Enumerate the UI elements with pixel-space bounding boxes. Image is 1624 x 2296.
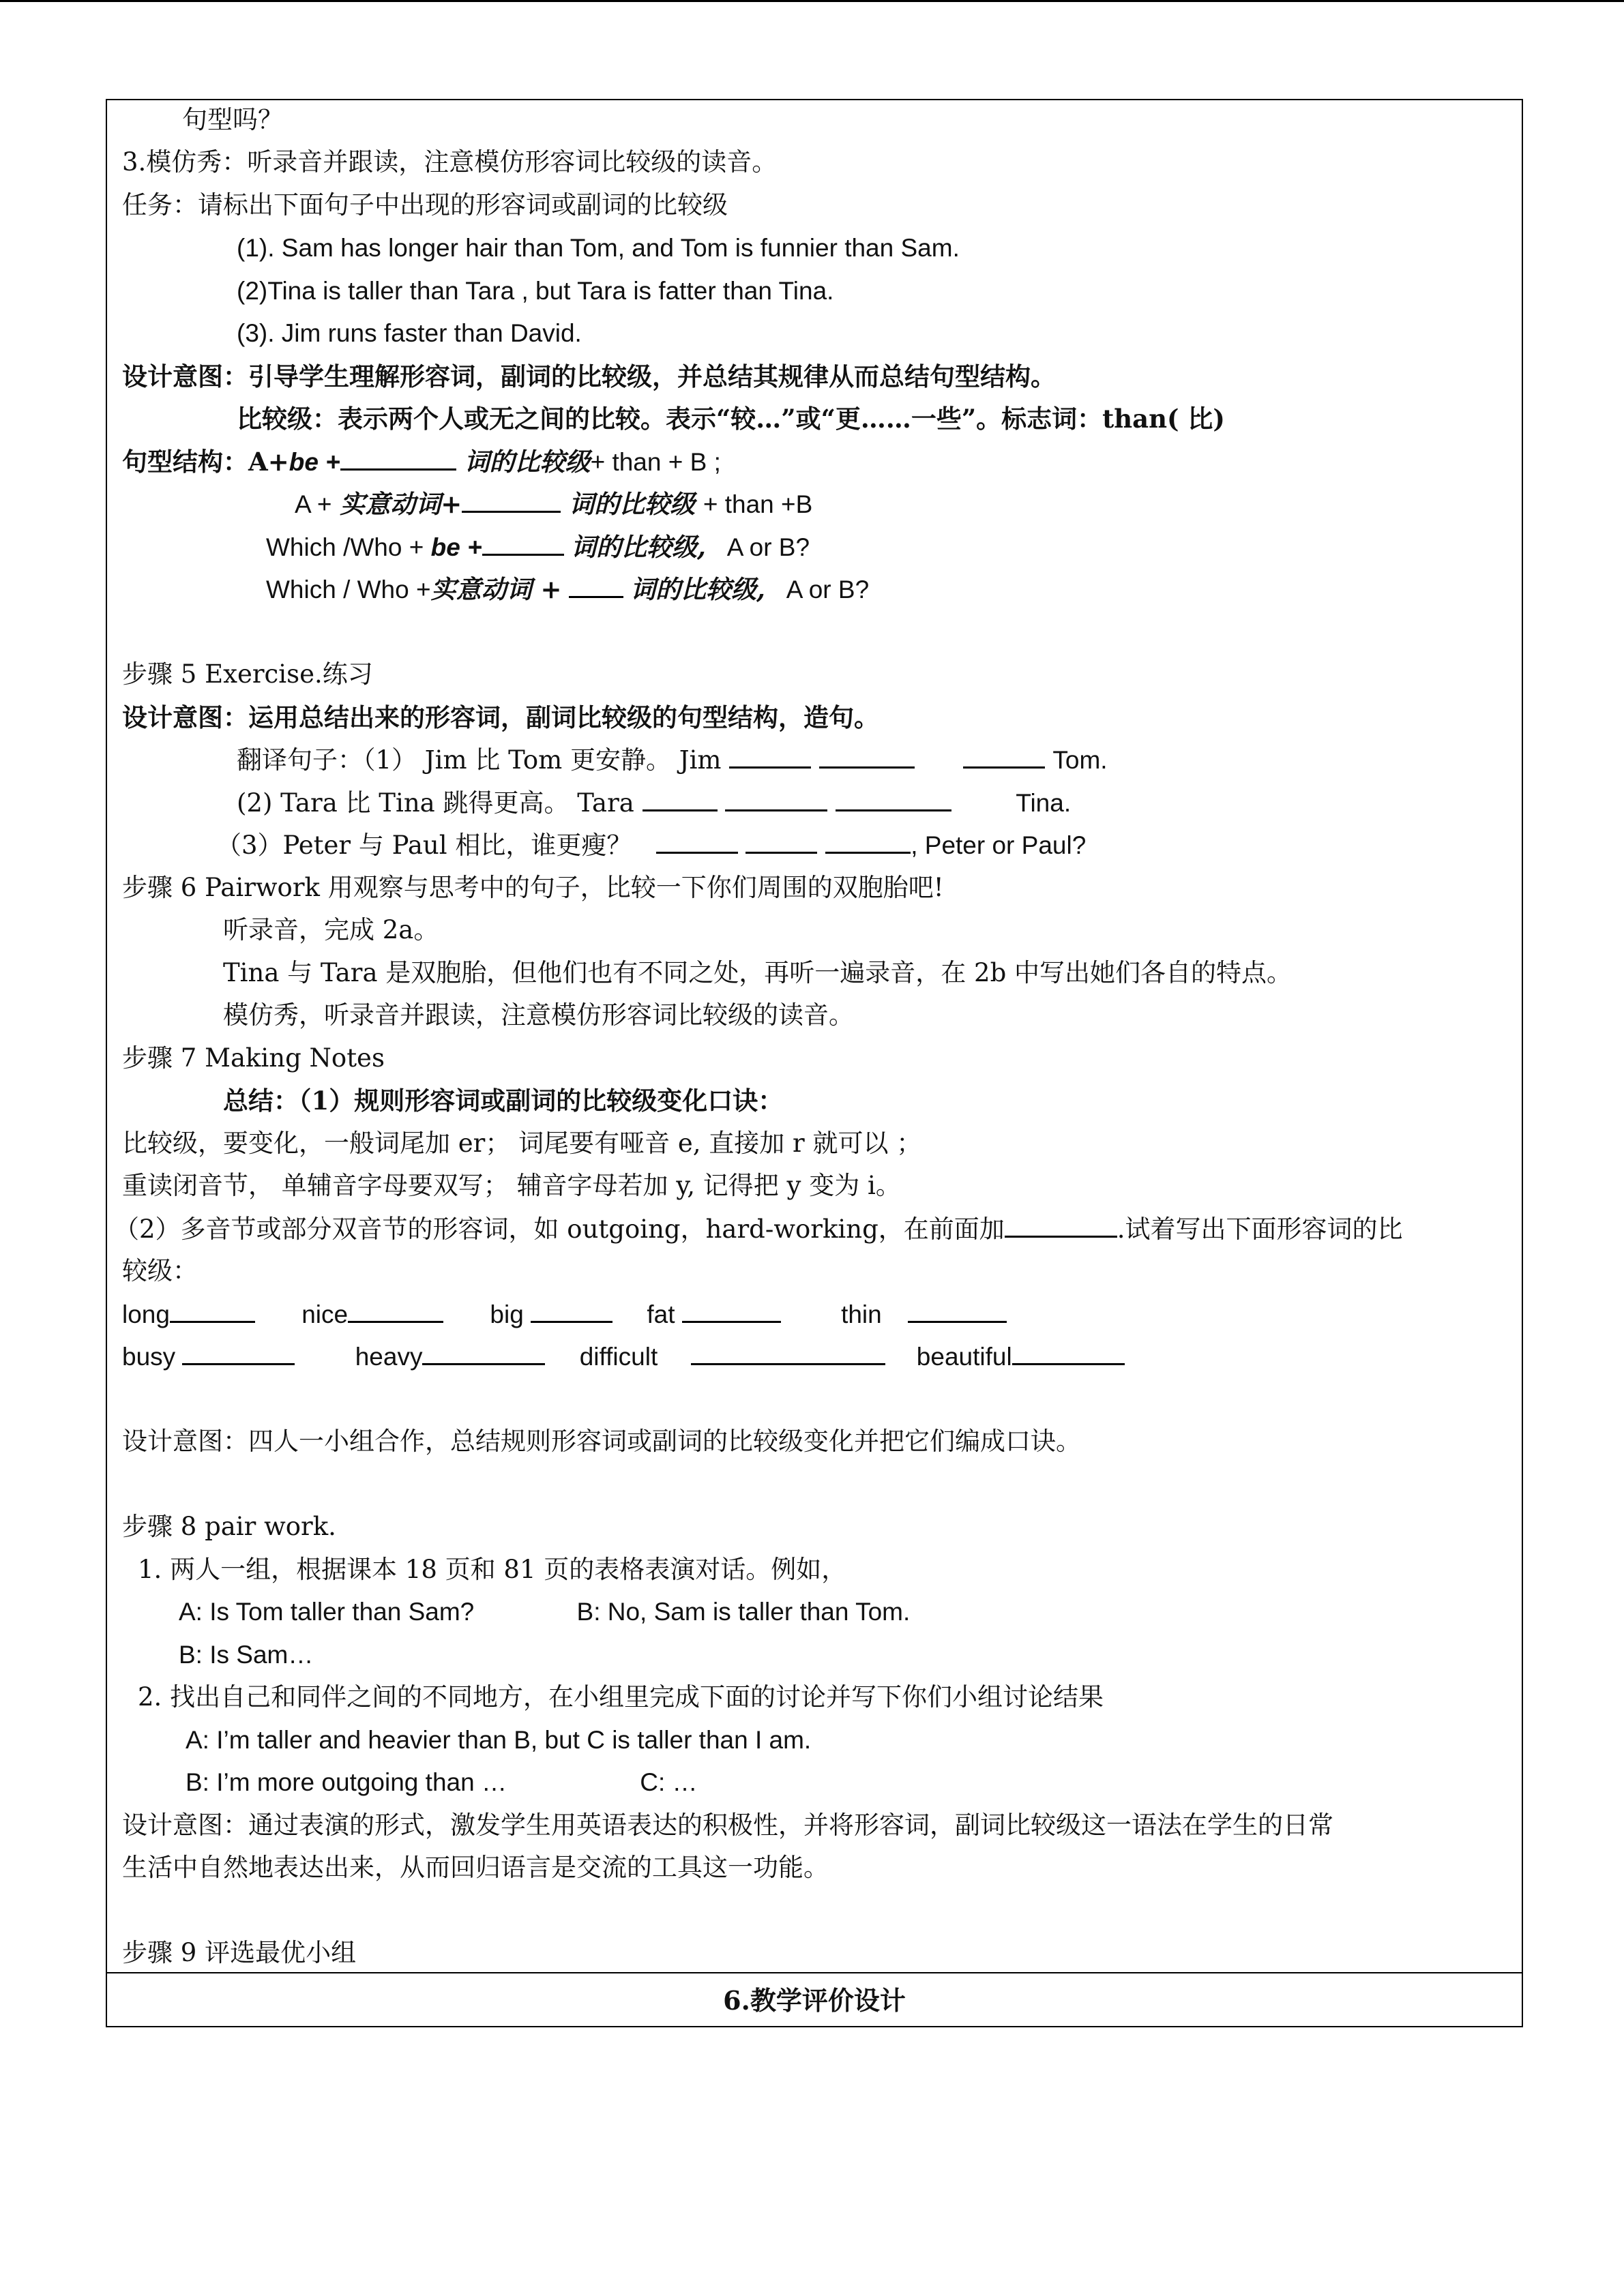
sentence-pattern-2: A + 实意动词+ 词的比较级 + than +B <box>295 489 813 519</box>
dialogue-line: B: I’m more outgoing than … C: … <box>186 1768 698 1796</box>
blank <box>531 1298 612 1323</box>
blank <box>825 829 911 854</box>
dialogue-line: B: Is Sam… <box>179 1641 314 1669</box>
blank <box>656 829 738 854</box>
blank <box>691 1340 885 1365</box>
example-sentence: (3). Jim runs faster than David. <box>237 319 582 347</box>
sentence-pattern-3: Which /Who + be + 词的比较级, A or B? <box>266 532 810 562</box>
rule-line: 比较级，要变化，一般词尾加 er； 词尾要有哑音 e, 直接加 r 就可以 ； <box>122 1129 922 1158</box>
section-title: 6.教学评价设计 <box>723 1985 906 2016</box>
blank <box>836 786 951 811</box>
blank <box>725 786 827 811</box>
text-line: 较级： <box>122 1256 198 1285</box>
text-line: 句型吗？ <box>182 105 283 134</box>
step-9-heading: 步骤 9 评选最优小组 <box>122 1938 357 1967</box>
summary-heading: 总结：（1）规则形容词或副词的比较级变化口诀： <box>223 1086 784 1116</box>
dialogue-line: A: Is Tom taller than Sam? B: No, Sam is taller than Tom. <box>179 1598 911 1626</box>
step-8-heading: 步骤 8 pair work. <box>122 1512 336 1541</box>
translation-1: 翻译句子：（1） Jim 比 Tom 更安静。 Jim Tom. <box>237 743 1108 777</box>
design-intent: 设计意图：四人一小组合作，总结规则形容词或副词的比较级变化并把它们编成口诀。 <box>122 1427 1081 1456</box>
step-5-heading: 步骤 5 Exercise.练习 <box>122 659 373 689</box>
top-border-line <box>0 0 1624 2</box>
comparative-definition: 比较级：表示两个人或无之间的比较。表示“较…”或“更……一些”。标志词：than( 比) <box>237 404 1225 434</box>
blank <box>422 1340 545 1365</box>
blank <box>643 786 718 811</box>
text-line: 听录音，完成 2a。 <box>223 915 439 944</box>
text-line: 任务：请标出下面句子中出现的形容词或副词的比较级 <box>122 190 728 220</box>
blank <box>963 743 1045 769</box>
blank <box>348 1298 443 1323</box>
dialogue-line: A: I’m taller and heavier than B, but C is taller than I am. <box>186 1726 812 1754</box>
sentence-pattern-1: 句型结构：A+be + 词的比较级+ than + B ; <box>122 447 721 477</box>
blank <box>482 531 564 556</box>
text-line: 模仿秀，听录音并跟读，注意模仿形容词比较级的读音。 <box>223 1000 854 1030</box>
blank <box>1005 1212 1117 1238</box>
blank <box>819 743 915 769</box>
table-row-divider <box>107 1972 1522 1973</box>
example-sentence: (2)Tina is taller than Tara , but Tara is fatter than Tina. <box>237 277 834 305</box>
blank <box>908 1298 1007 1323</box>
blank <box>745 829 817 854</box>
blank <box>682 1298 781 1323</box>
text-line: 3.模仿秀：听录音并跟读，注意模仿形容词比较级的读音。 <box>122 147 778 177</box>
design-intent: 设计意图：引导学生理解形容词，副词的比较级，并总结其规律从而总结句型结构。 <box>122 361 1056 391</box>
word-blanks-row-1: long nice big fat thin <box>122 1298 1007 1331</box>
translation-2: (2) Tara 比 Tina 跳得更高。 Tara Tina. <box>237 786 1071 820</box>
blank <box>729 743 811 769</box>
step-6-heading: 步骤 6 Pairwork 用观察与思考中的句子，比较一下你们周围的双胞胎吧! <box>122 873 944 902</box>
list-item: 1. 两人一组，根据课本 18 页和 81 页的表格表演对话。例如， <box>138 1555 847 1584</box>
blank <box>340 445 456 471</box>
text-line: Tina 与 Tara 是双胞胎，但他们也有不同之处，再听一遍录音，在 2b 中写出她们各自的特点。 <box>223 958 1293 987</box>
example-sentence: (1). Sam has longer hair than Tom, and Tom is funnier than Sam. <box>237 234 960 262</box>
sentence-pattern-4: Which / Who +实意动词 + 词的比较级, A or B? <box>266 574 870 604</box>
translation-3: （3）Peter 与 Paul 相比，谁更瘦？ , Peter or Paul? <box>216 829 1086 862</box>
blank <box>462 488 561 513</box>
blank <box>1012 1340 1125 1365</box>
rule-line: （2）多音节或部分双音节的形容词，如 outgoing，hard-working，在前面加 .试着写出下面形容词的比 <box>114 1212 1403 1246</box>
design-intent: 生活中自然地表达出来，从而回归语言是交流的工具这一功能。 <box>122 1853 829 1882</box>
blank <box>569 573 623 598</box>
blank <box>170 1298 255 1323</box>
lesson-table <box>106 99 1523 2027</box>
word-blanks-row-2: busy heavy difficult beautiful <box>122 1340 1125 1373</box>
rule-line: 重读闭音节， 单辅音字母要双写； 辅音字母若加 y, 记得把 y 变为 i。 <box>122 1171 901 1200</box>
list-item: 2. 找出自己和同伴之间的不同地方，在小组里完成下面的讨论并写下你们小组讨论结果 <box>138 1682 1104 1712</box>
design-intent: 设计意图：通过表演的形式，激发学生用英语表达的积极性，并将形容词，副词比较级这一语法在学生的日常 <box>122 1810 1333 1840</box>
blank <box>182 1340 295 1365</box>
step-7-heading: 步骤 7 Making Notes <box>122 1043 385 1073</box>
design-intent: 设计意图：运用总结出来的形容词，副词比较级的句型结构，造句。 <box>122 702 879 732</box>
